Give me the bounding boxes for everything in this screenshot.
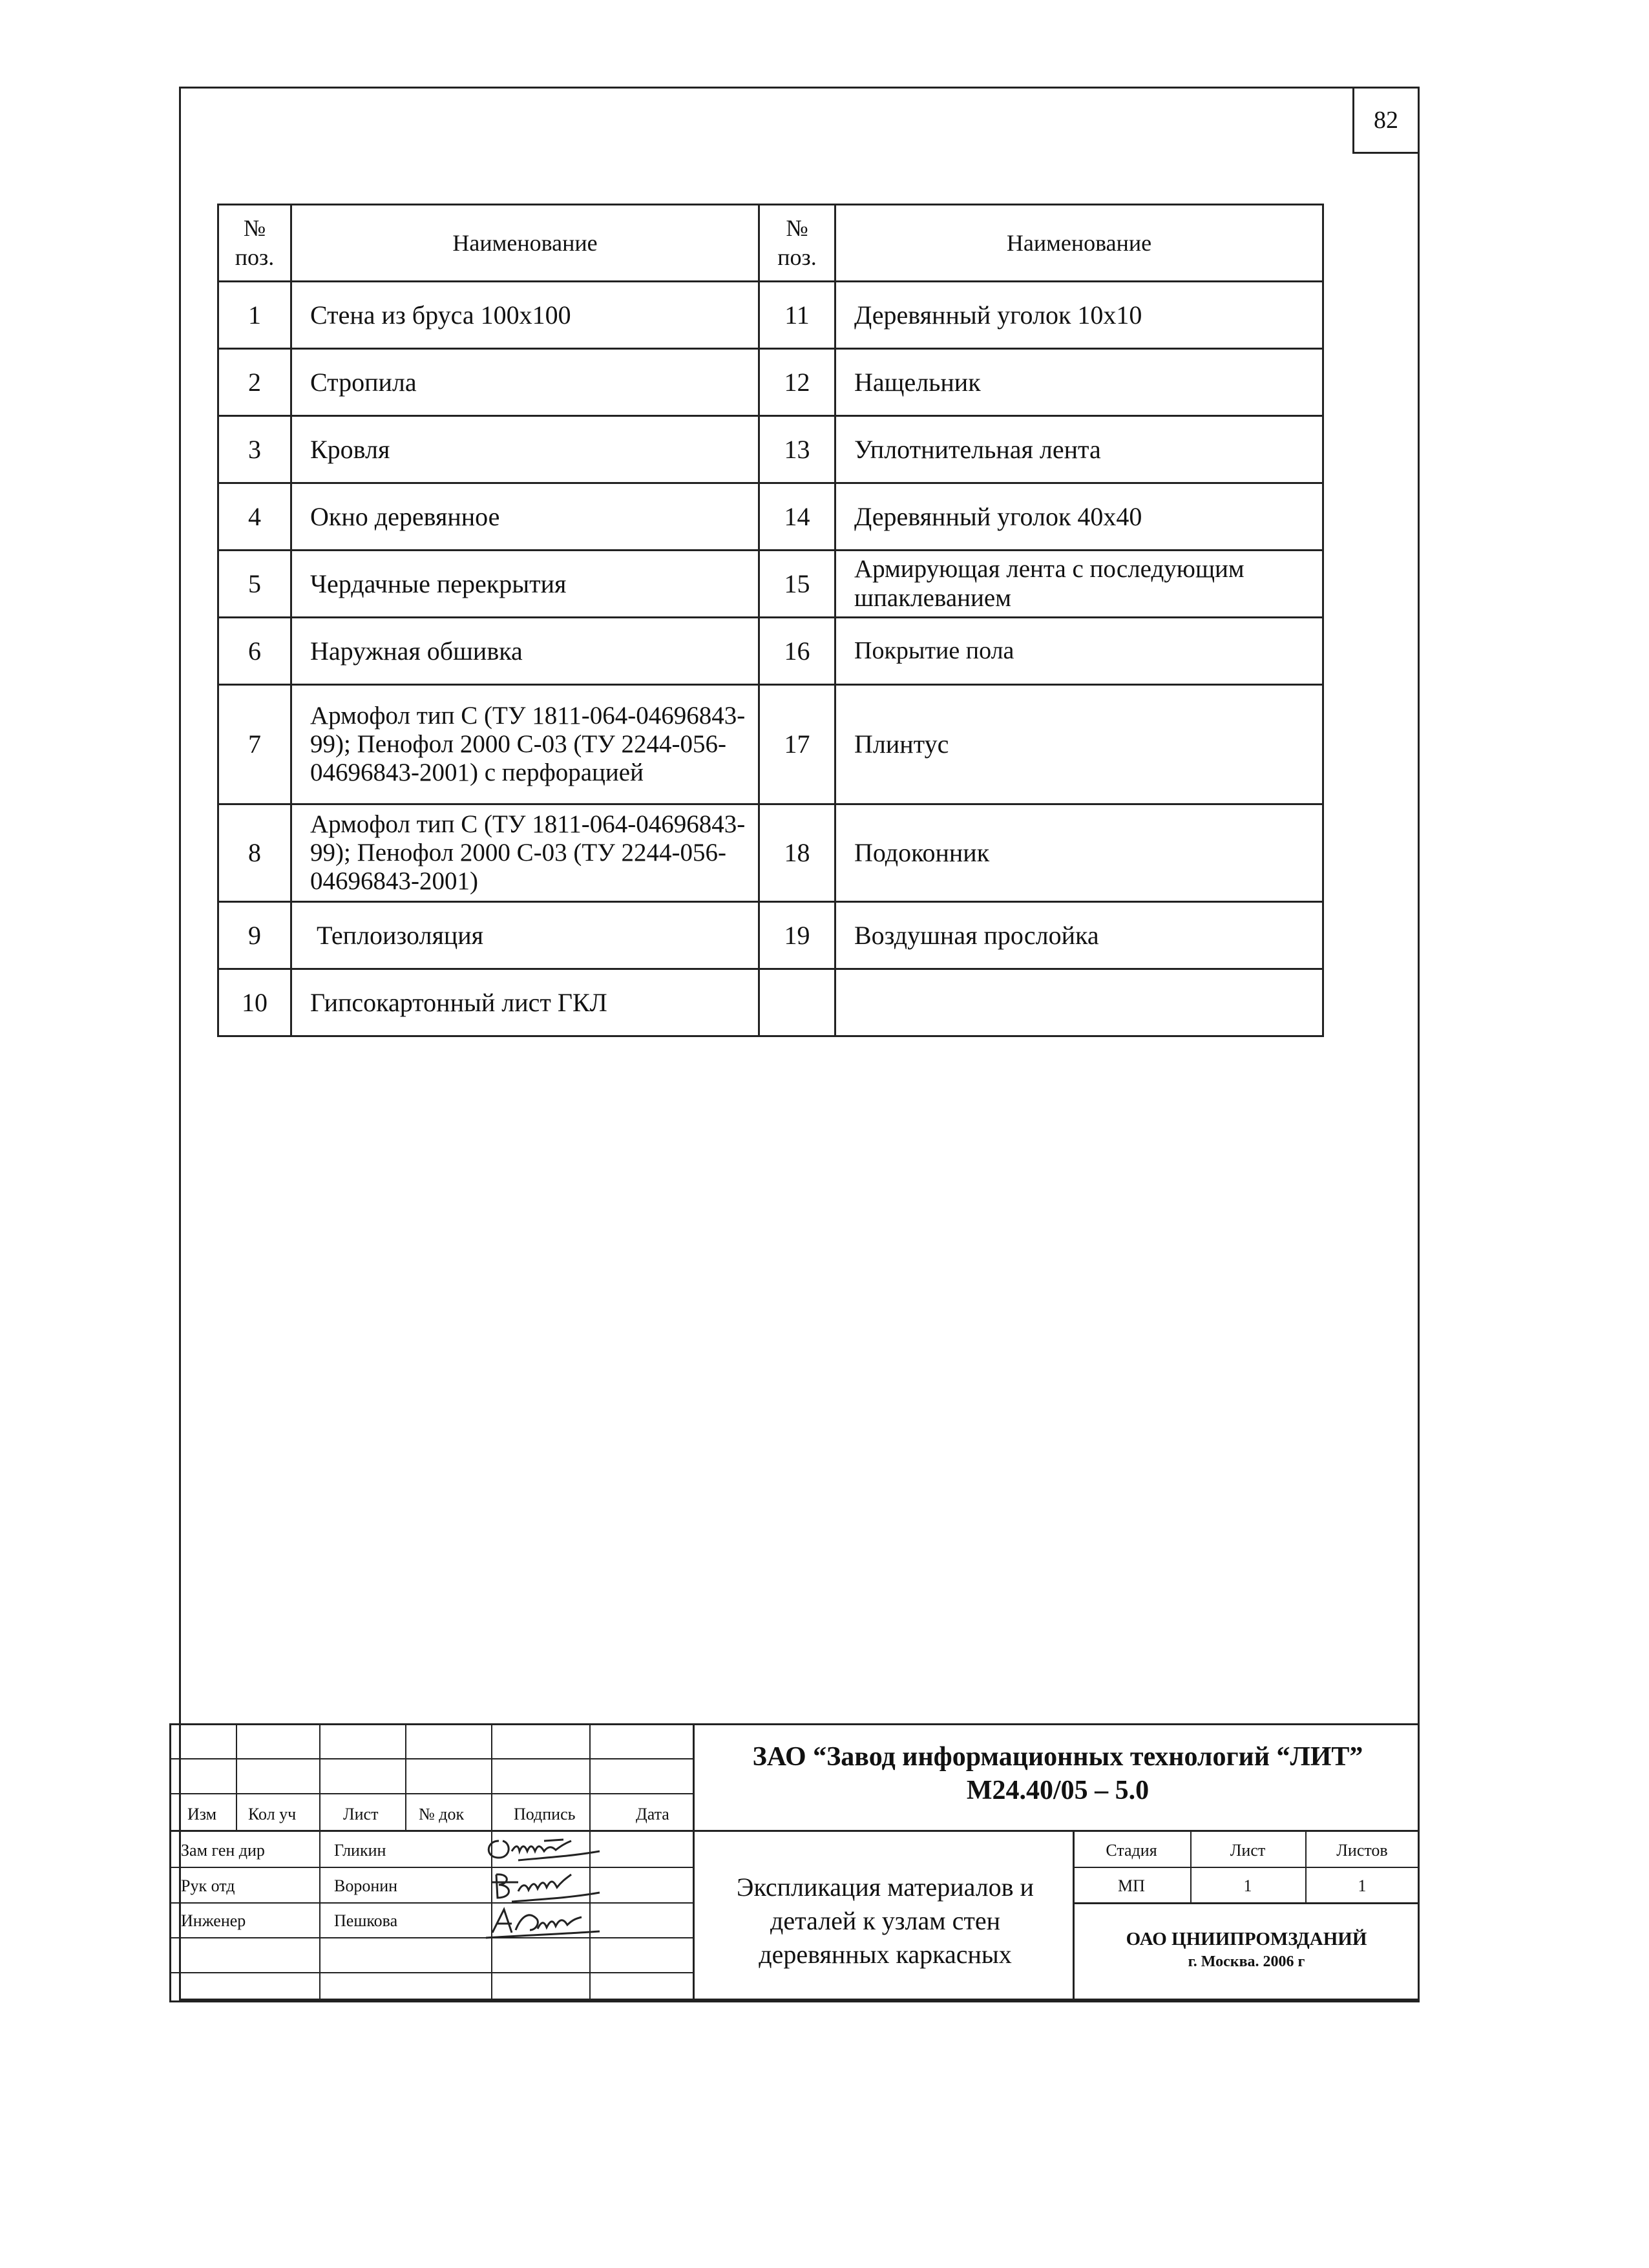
row-num-right: 14	[759, 483, 835, 551]
staff-name: Пешкова	[334, 1911, 398, 1930]
table-row	[218, 969, 1323, 1036]
table-row	[218, 483, 1323, 551]
header-num-left: № поз.	[218, 205, 291, 282]
issuer-city-year: г. Москва. 2006 г	[1188, 1953, 1305, 1970]
row-name-left: Армофол тип С (ТУ 1811-064-04696843-99); Пенофол 2000 С-03 (ТУ 2244-056-04696843-2001)	[291, 804, 759, 902]
col-kol-uch: Кол уч	[248, 1805, 297, 1823]
row-num-left: 4	[218, 483, 291, 551]
materials-table	[217, 204, 1324, 1037]
row-name-left: Кровля	[291, 416, 759, 483]
row-name-right: Нащельник	[835, 349, 1323, 416]
signature-voronin	[473, 1869, 602, 1906]
row-name-left: Теплоизоляция	[291, 902, 759, 969]
row-name-right: Деревянный уголок 40х40	[835, 483, 1323, 551]
staff-name: Воронин	[334, 1876, 398, 1895]
row-num-right: 12	[759, 349, 835, 416]
row-name-left: Армофол тип С (ТУ 1811-064-04696843-99); Пенофол 2000 С-03 (ТУ 2244-056-04696843-2001) с перфорацией	[291, 685, 759, 804]
table-row	[218, 551, 1323, 618]
row-num-right: 16	[759, 618, 835, 685]
row-name-right: Воздушная прослойка	[835, 902, 1323, 969]
signature-glikin	[473, 1832, 602, 1868]
header-num-right: № поз.	[759, 205, 835, 282]
row-num-left: 8	[218, 804, 291, 902]
stage-label: Стадия	[1106, 1841, 1157, 1860]
header-name-left: Наименование	[291, 205, 759, 282]
col-n-dok: № док	[419, 1805, 465, 1823]
row-num-left: 5	[218, 551, 291, 618]
row-num-left: 6	[218, 618, 291, 685]
sheet-label: Лист	[1230, 1841, 1266, 1860]
row-num-right: 13	[759, 416, 835, 483]
table-header-row	[218, 205, 1323, 282]
table-row	[218, 685, 1323, 804]
row-name-right: Плинтус	[835, 685, 1323, 804]
row-num-right	[759, 969, 835, 1036]
row-name-right: Деревянный уголок 10х10	[835, 282, 1323, 349]
col-data: Дата	[636, 1805, 669, 1823]
page-number: 82	[1352, 87, 1420, 154]
col-list: Лист	[343, 1805, 379, 1823]
row-name-right: Уплотнительная лента	[835, 416, 1323, 483]
staff-role: Инженер	[181, 1911, 246, 1930]
table-row	[218, 349, 1323, 416]
table-row	[218, 416, 1323, 483]
sheet-title: Экспликация материалов и деталей к узлам стен деревянных каркасных	[737, 1873, 1034, 1969]
sheets-value: 1	[1358, 1876, 1367, 1895]
row-num-right: 18	[759, 804, 835, 902]
row-num-left: 9	[218, 902, 291, 969]
row-num-left: 1	[218, 282, 291, 349]
row-num-left: 7	[218, 685, 291, 804]
row-name-left: Гипсокартонный лист ГКЛ	[291, 969, 759, 1036]
organization-name: ЗАО “Завод информационных технологий “ЛИТ”	[752, 1742, 1363, 1772]
row-name-left: Окно деревянное	[291, 483, 759, 551]
row-name-left: Стена из бруса 100х100	[291, 282, 759, 349]
row-name-left: Наружная обшивка	[291, 618, 759, 685]
row-num-right: 17	[759, 685, 835, 804]
staff-role: Рук отд	[181, 1876, 235, 1895]
table-row	[218, 902, 1323, 969]
row-name-left: Стропила	[291, 349, 759, 416]
row-num-right: 19	[759, 902, 835, 969]
row-name-left: Чердачные перекрытия	[291, 551, 759, 618]
staff-role: Зам ген дир	[181, 1841, 265, 1860]
row-num-left: 10	[218, 969, 291, 1036]
sheets-label: Листов	[1336, 1841, 1388, 1860]
row-name-right: Подоконник	[835, 804, 1323, 902]
row-name-right	[835, 969, 1323, 1036]
row-name-right: Покрытие пола	[835, 618, 1323, 685]
row-num-left: 3	[218, 416, 291, 483]
table-row	[218, 282, 1323, 349]
table-row	[218, 618, 1323, 685]
staff-name: Гликин	[334, 1841, 386, 1860]
stage-value: МП	[1118, 1876, 1145, 1895]
signature-peshkova	[473, 1904, 602, 1940]
document-code: М24.40/05 – 5.0	[966, 1776, 1150, 1805]
row-num-right: 11	[759, 282, 835, 349]
table-row	[218, 804, 1323, 902]
header-name-right: Наименование	[835, 205, 1323, 282]
row-num-right: 15	[759, 551, 835, 618]
row-num-left: 2	[218, 349, 291, 416]
issuer-name: ОАО ЦНИИПРОМЗДАНИЙ	[1126, 1929, 1367, 1949]
sheet-value: 1	[1243, 1876, 1252, 1895]
row-name-right: Армирующая лента с последующим шпаклеванием	[835, 551, 1323, 618]
title-block	[169, 1723, 1420, 2002]
col-izm: Изм	[187, 1805, 217, 1823]
col-podpis: Подпись	[514, 1805, 576, 1823]
